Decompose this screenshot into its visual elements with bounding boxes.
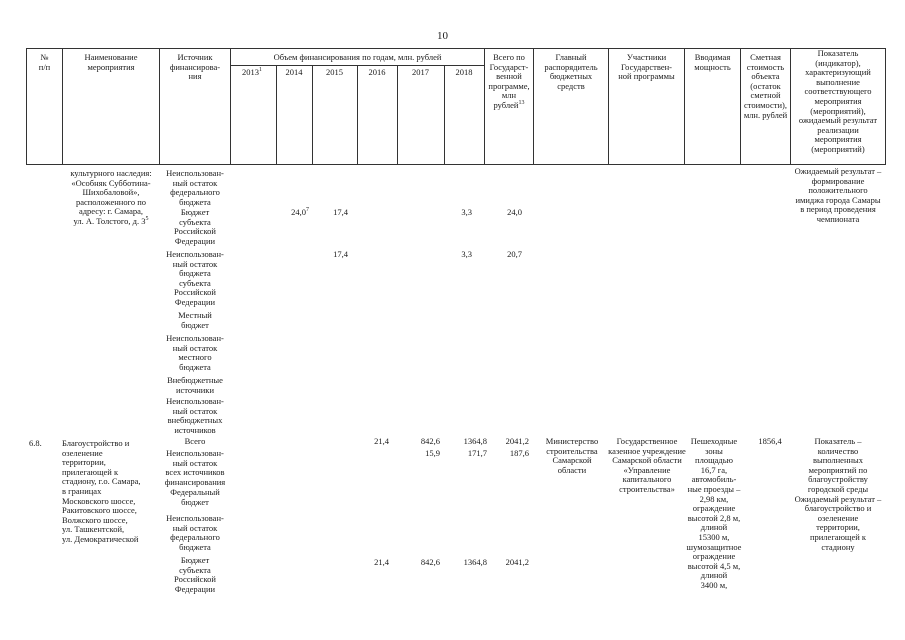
cell-2018-total: 1364,8 bbox=[463, 436, 487, 446]
header-capacity: Вводимая мощность bbox=[694, 52, 731, 72]
header-estimated-cost: Сметная стоимость объекта (остаток сметной стоимости), млн. рублей bbox=[743, 52, 788, 120]
cell-2017-total: 842,6 bbox=[420, 436, 440, 446]
cell-2014-subject-budget: 24,0$^7$ bbox=[291, 207, 309, 217]
header-financing-volume: Объем финансирования по годам, млн. рублей bbox=[273, 52, 442, 62]
cell-2016-total: 21,4 bbox=[374, 436, 389, 446]
source-unused-subject: Неиспользован- ный остаток бюджета субъекта Российской Федерации bbox=[166, 249, 224, 307]
cell-total-subject-budget: 24,0 bbox=[507, 207, 522, 217]
estimated-cost: 1856,4 bbox=[758, 436, 782, 446]
source-unused-all: Неиспользован- ный остаток всех источников финансирования bbox=[164, 448, 226, 487]
source-unused-local: Неиспользован- ный остаток местного бюджета bbox=[166, 333, 224, 372]
header-number: № п/п bbox=[38, 52, 51, 72]
source-local-budget: Местный бюджет bbox=[178, 310, 212, 330]
header-indicator: Показатель (индикатор), характеризующий выполнение соответствующего мероприятия (мероприятий), ожидаемый результат реализации мероприятия (мероприятий) bbox=[798, 48, 878, 154]
activity-name-continued: культурного наследия: «Особняк Субботина- Шихобаловой», расположенного по адресу: г. Самара, ул. А. Толстого, д. $3^5$ bbox=[70, 168, 152, 226]
source-federal-budget: Федеральный бюджет bbox=[170, 487, 220, 507]
source-subject-budget-2: Бюджет субъекта Российской Федерации bbox=[174, 555, 216, 594]
cell-2018-subject-budget: 3,3 bbox=[461, 207, 472, 217]
cell-2018-unused-subject: 3,3 bbox=[461, 249, 472, 259]
cell-2018-unused: 171,7 bbox=[467, 448, 487, 458]
cell-total-subject: 2041,2 bbox=[505, 557, 529, 567]
indicator-expected-result: Показатель – количество выполненных мероприятий по благоустройству городской среды Ожидаемый результат – благоустройство и озеленение территории, прилегающей к стадиону bbox=[794, 436, 882, 552]
source-subject-budget: Бюджет субъекта Российской Федерации bbox=[174, 207, 216, 246]
cell-2015-subject-budget: 17,4 bbox=[333, 207, 348, 217]
header-source: Источник финансирова- ния bbox=[169, 52, 221, 82]
source-extrabudgetary: Внебюджетные источники bbox=[167, 375, 223, 395]
header-year-2017: 2017 bbox=[412, 67, 429, 77]
cell-total-unused: 187,6 bbox=[509, 448, 529, 458]
header-main-manager: Главный распорядитель бюджетных средств bbox=[544, 52, 598, 91]
cell-2016-subject: 21,4 bbox=[374, 557, 389, 567]
activity-name: Благоустройство и озеленение территории, прилегающей к стадиону, г.о. Самара, в границах Московского шоссе, Ракитовского шоссе, Волжского шоссе, ул. Ташкентской, ул. Демократической bbox=[62, 438, 141, 544]
source-total: Всего bbox=[184, 436, 206, 446]
header-year-2018: 2018 bbox=[455, 67, 473, 77]
cell-total-unused-subject: 20,7 bbox=[507, 249, 522, 259]
input-capacity: Пешеходные зоны площадью 16,7 га, автомобиль- ные проезды – 2,98 км, ограждение высотой 2,8 м, длиной 15300 м, шумозащитное ограждение высотой 4,5 м, длиной 3400 м, bbox=[686, 436, 742, 590]
source-unused-extrabudgetary: Неиспользован- ный остаток внебюджетных источников bbox=[166, 396, 224, 435]
cell-2015-unused-subject: 17,4 bbox=[333, 249, 348, 259]
page-number: 10 bbox=[437, 30, 448, 42]
expected-result-block1: Ожидаемый результат – формирование положительного имиджа города Самары в период проведения чемпионата bbox=[794, 166, 882, 224]
main-manager: Министерство строительства Самарской области bbox=[545, 436, 599, 475]
program-participants: Государственное казенное учреждение Самарской области «Управление капитального строительства» bbox=[608, 436, 686, 494]
header-participants: Участники Государствен- ной программы bbox=[618, 52, 675, 82]
cell-total-total: 2041,2 bbox=[505, 436, 529, 446]
header-name: Наименование мероприятия bbox=[84, 52, 138, 72]
header-year-2013: 2013$^1$ bbox=[242, 67, 262, 77]
source-unused-federal-2: Неиспользован- ный остаток федерального бюджета bbox=[166, 513, 224, 552]
source-unused-federal: Неиспользован- ный остаток федерального бюджета bbox=[166, 168, 224, 207]
header-year-2015: 2015 bbox=[326, 67, 343, 77]
activity-number: 6.8. bbox=[29, 438, 42, 448]
cell-2018-subject: 1364,8 bbox=[463, 557, 487, 567]
header-year-2016: 2016 bbox=[368, 67, 386, 77]
header-total-program: Всего по Государст- венной программе, млн рублей$^{13}$ bbox=[488, 52, 530, 110]
cell-2017-unused: 15,9 bbox=[425, 448, 440, 458]
cell-2017-subject: 842,6 bbox=[420, 557, 440, 567]
header-year-2014: 2014 bbox=[285, 67, 303, 77]
